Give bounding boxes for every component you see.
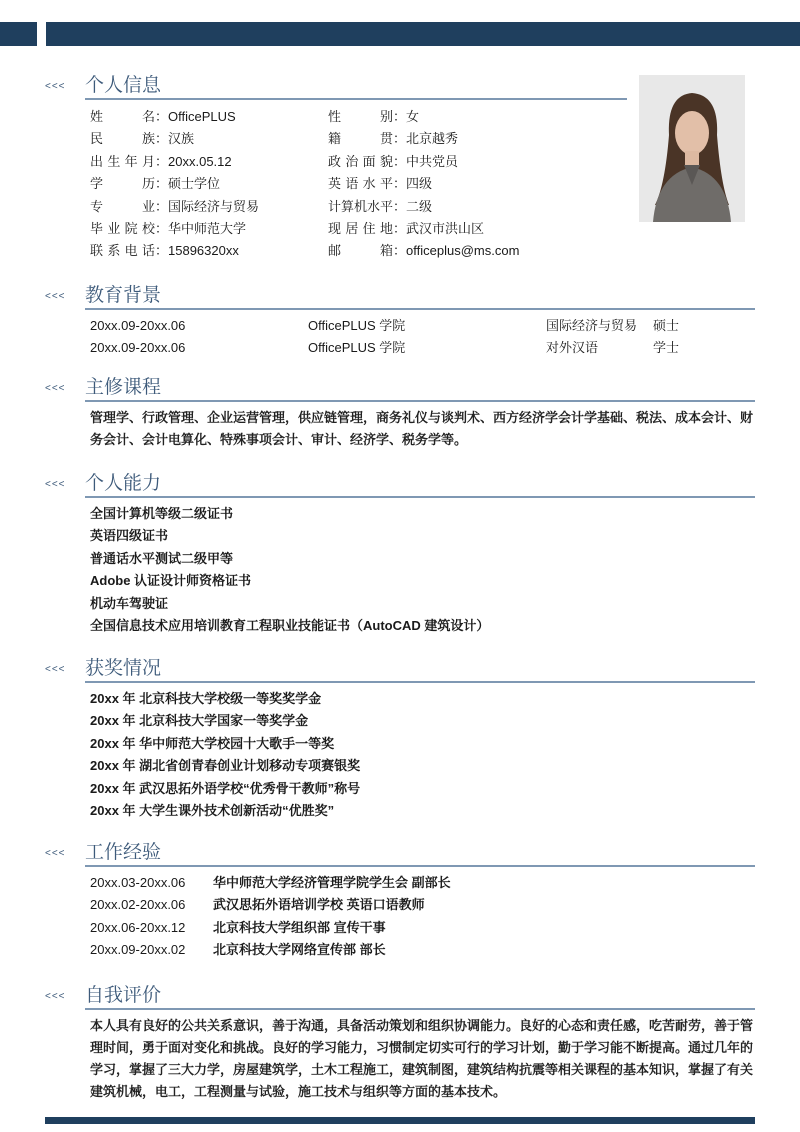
info-label: 姓名	[90, 109, 155, 124]
info-label: 政治面貌	[328, 153, 393, 169]
education-school: OfficePLUS 学院	[308, 340, 406, 356]
info-label: 计算机水平	[328, 198, 394, 214]
info-value: officeplus@ms.com	[406, 243, 520, 259]
section-title: 主修课程	[85, 377, 162, 398]
work-row	[90, 917, 755, 939]
info-field: 现居住地：武汉市洪山区	[328, 218, 484, 240]
info-field: 联系电话：15896320xx	[90, 240, 239, 262]
info-row	[90, 151, 627, 173]
divider	[85, 308, 755, 310]
chevron-left-icon: <<<	[45, 664, 66, 675]
award-item: 20xx 年 北京科技大学国家一等奖学金	[90, 713, 309, 729]
info-value: 北京越秀	[406, 131, 459, 147]
skill-item: 全国信息技术应用培训教育工程职业技能证书（AutoCAD 建筑设计）	[90, 617, 490, 633]
info-value: 四级	[406, 176, 433, 192]
info-field: 籍贯：北京越秀	[328, 128, 458, 150]
section-title: 自我评价	[85, 985, 162, 1006]
info-value: 汉族	[168, 131, 195, 147]
info-field: 民族：汉族	[90, 128, 194, 150]
info-value: 15896320xx	[168, 243, 239, 259]
header-bar	[46, 22, 800, 46]
divider	[85, 400, 755, 402]
info-value: 硕士学位	[168, 176, 221, 192]
education-major: 国际经济与贸易	[546, 318, 638, 333]
work-description: 北京科技大学组织部 宣传干事	[213, 919, 386, 935]
divider	[85, 865, 755, 867]
section-awards	[45, 658, 755, 822]
info-field: 英语水平：四级	[328, 173, 432, 195]
work-period: 20xx.06-20xx.12	[90, 919, 186, 935]
award-item: 20xx 年 华中师范大学校园十大歌手一等奖	[90, 735, 335, 751]
divider	[85, 98, 627, 100]
education-row	[90, 337, 755, 359]
education-school: OfficePLUS 学院	[308, 318, 406, 333]
work-row	[90, 939, 755, 961]
education-period: 20xx.09-20xx.06	[90, 340, 186, 356]
info-label: 毕业院校	[90, 220, 155, 236]
info-label: 英语水平	[328, 176, 393, 192]
section-courses	[45, 377, 755, 451]
education-major: 对外汉语	[546, 340, 599, 356]
info-label: 民族	[90, 131, 155, 147]
chevron-left-icon: <<<	[45, 991, 66, 1002]
info-row	[90, 173, 627, 195]
info-value: 女	[406, 109, 420, 124]
section-title: 教育背景	[85, 285, 162, 306]
info-row	[90, 240, 627, 262]
section-title: 工作经验	[85, 842, 162, 863]
info-value: 国际经济与贸易	[168, 198, 260, 214]
divider	[85, 1008, 755, 1010]
info-field: 邮箱：officeplus@ms.com	[328, 240, 519, 262]
section-education	[45, 285, 755, 360]
chevron-left-icon: <<<	[45, 383, 66, 394]
work-description: 北京科技大学网络宣传部 部长	[213, 942, 386, 958]
education-row	[90, 315, 755, 337]
work-description: 华中师范大学经济管理学院学生会 副部长	[213, 875, 451, 890]
info-label: 籍贯	[328, 131, 393, 147]
info-field: 毕业院校：华中师范大学	[90, 218, 246, 240]
info-label: 学历	[90, 176, 155, 192]
section-work	[45, 842, 755, 962]
skill-item: 英语四级证书	[90, 528, 169, 544]
info-row	[90, 218, 627, 240]
work-description: 武汉思拓外语培训学校 英语口语教师	[213, 897, 425, 913]
courses-text: 管理学、行政管理、企业运营管理，供应链管理，商务礼仪与谈判术、西方经济学会计学基础、税法、成本会计、财务会计、会计电算化、特殊事项会计、审计、经济学、税务学等。	[90, 410, 754, 447]
work-period: 20xx.02-20xx.06	[90, 897, 186, 913]
info-field: 专业：国际经济与贸易	[90, 196, 259, 218]
work-row	[90, 872, 755, 894]
info-field: 学历：硕士学位	[90, 173, 220, 195]
skill-item: Adobe 认证设计师资格证书	[90, 573, 252, 589]
chevron-left-icon: <<<	[45, 81, 66, 92]
work-period: 20xx.03-20xx.06	[90, 875, 186, 890]
info-row	[90, 128, 627, 150]
chevron-left-icon: <<<	[45, 848, 66, 859]
divider	[85, 681, 755, 683]
info-label: 性别	[328, 109, 393, 124]
info-label: 邮箱	[328, 243, 393, 259]
chevron-left-icon: <<<	[45, 291, 66, 302]
section-self-evaluation	[45, 985, 755, 1103]
profile-photo	[639, 75, 745, 222]
section-skills	[45, 473, 755, 637]
info-label: 联系电话	[90, 243, 155, 259]
info-field: 性别：女	[328, 106, 419, 128]
skill-item: 普通话水平测试二级甲等	[90, 550, 234, 566]
info-field: 出生年月：20xx.05.12	[90, 151, 232, 173]
footer-bar	[45, 1117, 755, 1124]
work-period: 20xx.09-20xx.02	[90, 942, 186, 958]
award-item: 20xx 年 大学生课外技术创新活动“优胜奖”	[90, 802, 335, 818]
info-value: 二级	[406, 198, 433, 214]
info-field: 姓名：OfficePLUS	[90, 106, 236, 128]
section-title: 个人信息	[85, 75, 162, 96]
divider	[85, 496, 755, 498]
info-field: 计算机水平：二级	[328, 196, 432, 218]
chevron-left-icon: <<<	[45, 479, 66, 490]
award-item: 20xx 年 湖北省创青春创业计划移动专项赛银奖	[90, 758, 361, 774]
info-value: 中共党员	[406, 153, 459, 169]
award-item: 20xx 年 武汉思拓外语学校“优秀骨干教师”称号	[90, 780, 361, 796]
info-value: 20xx.05.12	[168, 153, 232, 169]
info-label: 现居住地	[328, 220, 393, 236]
award-item: 20xx 年 北京科技大学校级一等奖奖学金	[90, 691, 322, 706]
info-field: 政治面貌：中共党员	[328, 151, 458, 173]
info-row	[90, 196, 627, 218]
education-degree: 学士	[653, 340, 680, 356]
education-degree: 硕士	[653, 318, 680, 333]
skill-item: 机动车驾驶证	[90, 595, 169, 611]
work-row	[90, 894, 755, 916]
education-period: 20xx.09-20xx.06	[90, 318, 186, 333]
info-label: 专业	[90, 198, 155, 214]
section-title: 个人能力	[85, 473, 162, 494]
info-value: OfficePLUS	[168, 109, 236, 124]
info-value: 武汉市洪山区	[406, 220, 485, 236]
section-personal-info	[45, 75, 627, 263]
skill-item: 全国计算机等级二级证书	[90, 506, 234, 521]
info-value: 华中师范大学	[168, 220, 247, 236]
info-label: 出生年月	[90, 153, 155, 169]
section-title: 获奖情况	[85, 658, 162, 679]
info-row	[90, 106, 627, 128]
self-evaluation-text: 本人具有良好的公共关系意识，善于沟通，具备活动策划和组织协调能力。良好的心态和责任感，吃苦耐劳，善于管理时间，勇于面对变化和挑战。良好的学习能力，习惯制定切实可行的学习计划，勤于学习能不断提高。通过几年的学习，掌握了三大力学，房屋建筑学，土木工程施工，建筑制图，建筑结构抗震等相关课程的基本知识，掌握了有关建筑机械，电工，工程测量与试验，施工技术与组织等方面的基本技术。	[90, 1018, 754, 1099]
header-bar-left	[0, 22, 37, 46]
